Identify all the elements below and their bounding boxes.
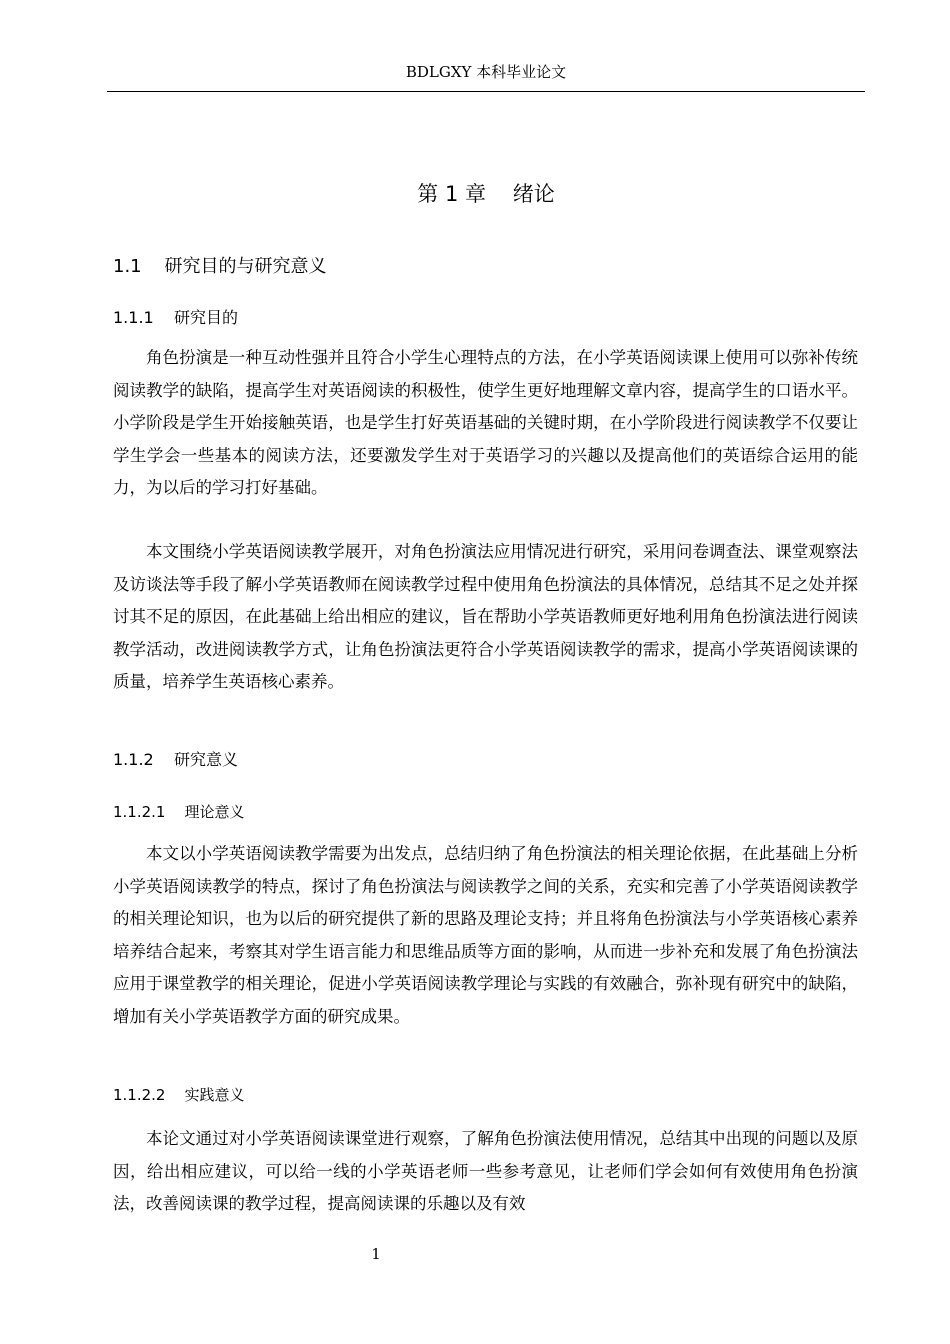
section-heading-1-1-1: 1.1.1 研究目的 [113,308,239,327]
section-heading-1-1-2: 1.1.2 研究意义 [113,750,239,769]
paragraph-research-purpose-1: 角色扮演是一种互动性强并且符合小学生心理特点的方法，在小学英语阅读课上使用可以弥补传统阅读教学的缺陷，提高学生对英语阅读的积极性，使学生更好地理解文章内容，提高学生的口语水平。小学阶段是学生开始接触英语，也是学生打好英语基础的关键时期，在小学阶段进行阅读教学不仅要让学生学会一些基本的阅读方法，还要激发学生对于英语学习的兴趣以及提高他们的英语综合运用的能力，为以后的学习打好基础。 [113,348,858,497]
paragraph-theoretical-significance: 本文以小学英语阅读教学需要为出发点，总结归纳了角色扮演法的相关理论依据，在此基础上分析小学英语阅读教学的特点，探讨了角色扮演法与阅读教学之间的关系，充实和完善了小学英语阅读教学的相关理论知识，也为以后的研究提供了新的思路及理论支持；并且将角色扮演法与小学英语核心素养培养结合起来，考察其对学生语言能力和思维品质等方面的影响，从而进一步补充和发展了角色扮演法应用于课堂教学的相关理论，促进小学英语阅读教学理论与实践的有效融合，弥补现有研究中的缺陷，增加有关小学英语教学方面的研究成果。 [113,844,858,1026]
page-header: BDLGXY 本科毕业论文 [405,63,567,81]
paragraph-practical-significance: 本论文通过对小学英语阅读课堂进行观察，了解角色扮演法使用情况，总结其中出现的问题以及原因，给出相应建议，可以给一线的小学英语老师一些参考意见，让老师们学会如何有效使用角色扮演法，改善阅读课的教学过程，提高阅读课的乐趣以及有效 [113,1129,858,1213]
section-heading-1-1: 1.1 研究目的与研究意义 [113,256,327,277]
section-heading-1-1-2-1: 1.1.2.1 理论意义 [113,803,245,821]
page-number: 1 [371,1245,381,1263]
section-heading-1-1-2-2: 1.1.2.2 实践意义 [113,1086,245,1104]
chapter-title: 第 1 章 绪论 [417,182,555,206]
paragraph-research-purpose-2: 本文围绕小学英语阅读教学展开，对角色扮演法应用情况进行研究，采用问卷调查法、课堂观察法及访谈法等手段了解小学英语教师在阅读教学过程中使用角色扮演法的具体情况，总结其不足之处并探讨其不足的原因，在此基础上给出相应的建议，旨在帮助小学英语教师更好地利用角色扮演法进行阅读教学活动，改进阅读教学方式，让角色扮演法更符合小学英语阅读教学的需求，提高小学英语阅读课的质量，培养学生英语核心素养。 [113,542,858,691]
header-divider [107,91,865,92]
